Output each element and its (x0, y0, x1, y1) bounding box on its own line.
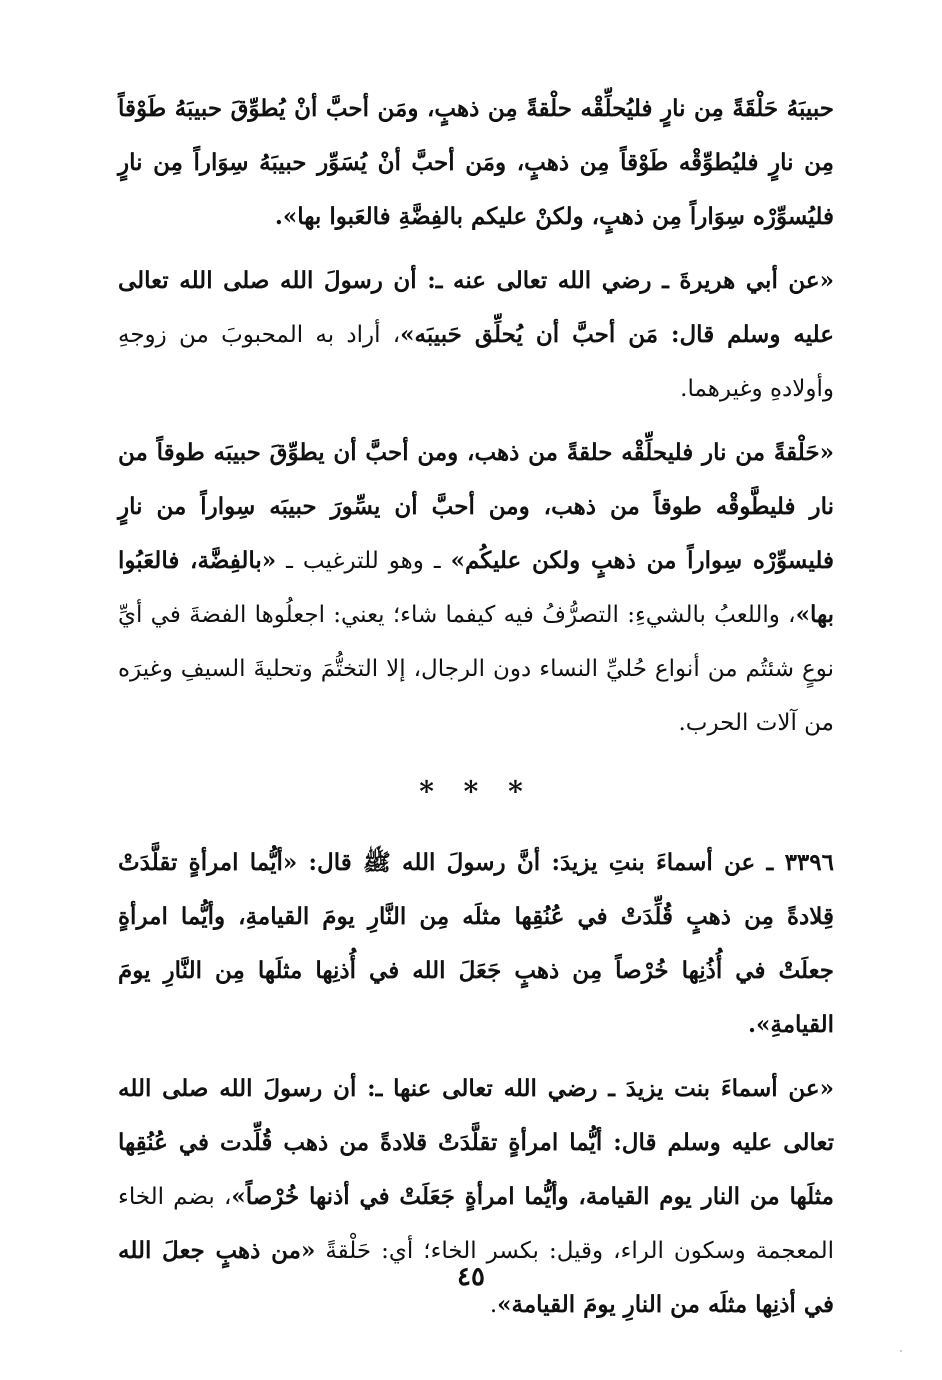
section-divider: * * * (419, 775, 533, 808)
quoted-hadith-text: «حَلْقةً من نار فليحلِّقْه حلقةً من ذهب، ومن أحبَّ أن يطوِّقَ حبيبَه طوقاً من نار فليطَّوقْه طوقاً من ذهب، ومن أحبَّ أن يسِّورَ حبيبَه سِواراً من نارٍ فليسوِّرْه سِواراً من ذهبٍ ولكن عليكُم» (118, 439, 834, 574)
commentary-text: . (489, 1292, 498, 1318)
page-number: ٤٥ (457, 1262, 485, 1292)
quoted-hadith-text: «بالفِضَّة، فالعَبُوا بها» (118, 547, 834, 628)
paragraph-hadith-3396 (118, 836, 834, 1052)
quoted-hadith-text: «عن أسماءَ بنت يزيدَ ـ رضي الله تعالى عنها ـ: أن رسولَ الله صلى الله تعالى عليه وسلم قال: أيُّما امرأةٍ تقلَّدَتْ قلادةً من ذهب قُلِّدت في عُنُقِها مثلَها من النار يوم القيامة، وأيُّما امرأةٍ جَعَلَتْ في أذنها خُرْصاً» (118, 1075, 834, 1210)
hadith-text: حبيبَهُ حَلْقَةً مِن نارٍ فليُحلِّقْه حلْقةً مِن ذهبٍ، ومَن أحبَّ أنْ يُطوِّقَ حبيبَهُ طَوْقاً مِن نارٍ فليُطوِّقْه طَوْقاً مِن ذهبٍ، ومَن أحبَّ أنْ يُسَوِّر حبيبَهُ سِوَاراً مِن نارٍ فليُسوِّرْه سِوَاراً مِن ذهبٍ، ولكنْ عليكم بالفِضَّةِ فالعَبوا بها». (118, 95, 834, 230)
paragraph-commentary-1 (118, 254, 834, 416)
commentary-text: ، واللعبُ بالشيءِ: التصرُّفُ فيه كيفما شاء؛ يعني: اجعلُوها الفضةَ في أيِّ نوعٍ شئتُم من أنواع حُليِّ النساء دون الرجال، إلا التختُّمَ وتحليةَ السيفِ وغيرَه من آلات الحرب. (118, 602, 834, 736)
hadith-text: ٣٣٩٦ ـ عن أسماءَ بنتِ يزيدَ: أنَّ رسولَ الله ﷺ قال: «أيُّما امرأةٍ تقلَّدَتْ قِلادةً مِن ذهبٍ قُلِّدَتْ في عُنُقِها مثلَه مِن النَّارِ يومَ القيامةِ، وأيُّما امرأةٍ جعلَتْ في أُذُنِها خُرْصاً مِن ذهبٍ جَعَلَ الله في أُذنِها مثلَها مِن النَّارِ يومَ القيامةِ». (118, 849, 834, 1038)
paragraph-commentary-2 (118, 426, 834, 750)
quoted-hadith-text: «عن أبي هريرةَ ـ رضي الله تعالى عنه ـ: أن رسولَ الله صلى الله تعالى عليه وسلم قال: مَن أحبَّ أن يُحلِّق حَبيبَه» (118, 267, 834, 348)
quoted-hadith-text: «من ذهبٍ جعلَ الله في أذنِها مثلَه من النارِ يومَ القيامة» (118, 1237, 834, 1318)
scan-speck (900, 1350, 902, 1352)
commentary-text: ، أراد به المحبوبَ من زوجهِ وأولادهِ وغيرهما. (118, 322, 834, 402)
commentary-text: ـ وهو للترغيب ـ (276, 548, 451, 574)
paragraph-hadith-continuation (118, 82, 834, 244)
commentary-text: ، بضم الخاء المعجمة وسكون الراء، وقيل: بكسر الخاء؛ أي: حَلْقةً (118, 1184, 834, 1264)
